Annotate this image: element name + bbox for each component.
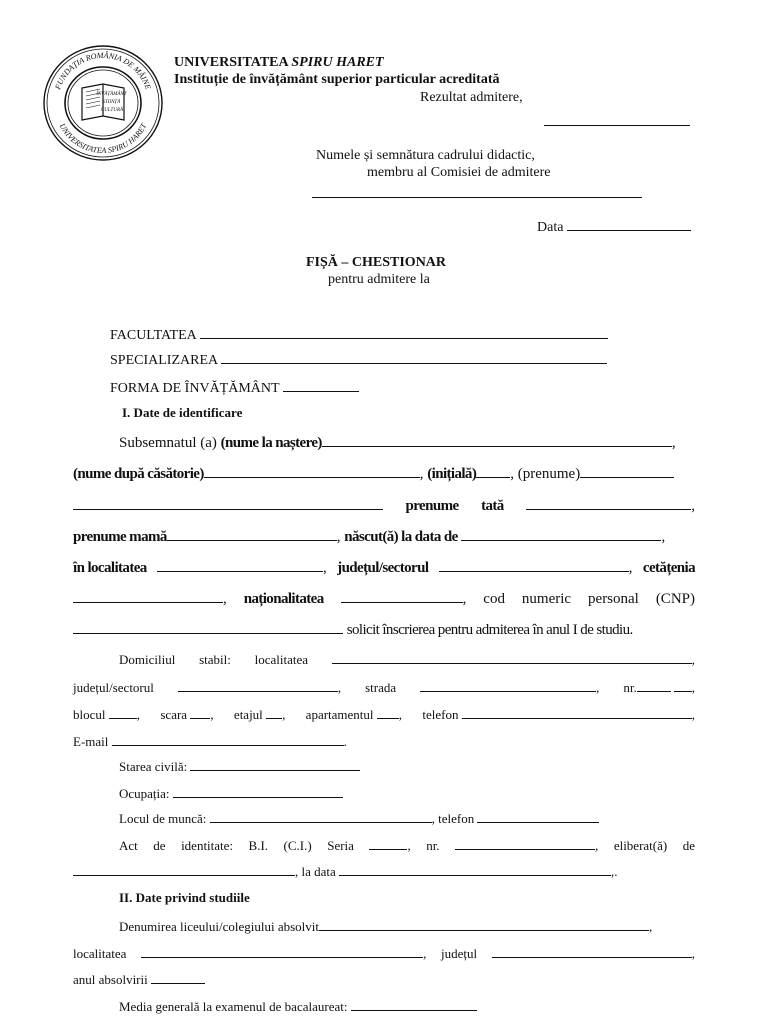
first-name-label: (prenume)	[517, 466, 581, 482]
graduation-year-label: anul absolvirii	[73, 972, 148, 987]
seal-book-text-1: ÎNVĂȚĂMÂNT	[96, 92, 127, 97]
married-name-field[interactable]	[204, 465, 420, 478]
id-label-b: de	[153, 838, 166, 853]
id-label-d: B.I.	[248, 838, 269, 853]
bac-average-label: Media generală la examenul de bacalaureat:	[119, 999, 348, 1014]
specialization-field[interactable]	[221, 351, 607, 364]
workplace-field[interactable]	[210, 810, 432, 823]
faculty-label: FACULTATEA	[110, 328, 197, 343]
birth-county-field[interactable]	[439, 559, 629, 572]
examiner-label-2: membru al Comisiei de admitere	[367, 165, 551, 180]
father-first-name-label-b: tată	[481, 498, 504, 514]
school-county-label: județul	[440, 946, 478, 961]
date-row	[537, 218, 691, 236]
specialization-row	[110, 351, 607, 369]
residence-label-c: localitatea	[254, 652, 309, 667]
mother-first-name-label: prenume mamă	[73, 529, 167, 545]
study-form-label: FORMA DE ÎNVĂȚĂMÂNT	[110, 381, 280, 396]
school-county-field[interactable]	[492, 945, 692, 958]
issued-row: , la data ,.	[73, 863, 618, 880]
residence-row: Domiciliul stabil: localitatea ,	[119, 652, 695, 667]
issued-by-field[interactable]	[73, 863, 295, 876]
staircase-label: scara	[160, 707, 188, 722]
nationality-field[interactable]	[341, 590, 463, 603]
examiner-label-1: Numele și semnătura cadrului didactic,	[316, 148, 535, 163]
work-phone-label: telefon	[438, 811, 475, 826]
date-label: Data	[537, 220, 564, 235]
cnp-label-b: numeric	[521, 591, 572, 607]
number-field[interactable]	[637, 679, 671, 692]
id-series-field[interactable]	[369, 837, 407, 850]
university-seal	[42, 44, 164, 162]
workplace-row: Locul de muncă: , telefon	[119, 810, 599, 827]
floor-field[interactable]	[266, 706, 282, 719]
cnp-label-c: personal	[588, 591, 639, 607]
bac-average-field[interactable]	[351, 998, 477, 1011]
workplace-label: Locul de muncă:	[119, 811, 207, 826]
form-title: FIȘĂ – CHESTIONAR	[306, 255, 447, 270]
birth-name-label: (nume la naștere)	[220, 435, 322, 451]
study-form-row	[110, 379, 359, 397]
high-school-field[interactable]	[319, 918, 649, 931]
cnp-row	[73, 621, 633, 639]
undersigned-label: Subsemnatul (a)	[119, 435, 217, 451]
citizenship-field[interactable]	[73, 590, 223, 603]
admission-result-field[interactable]	[544, 113, 690, 126]
birth-locality-label: în localitatea	[73, 560, 147, 576]
study-form-field[interactable]	[283, 379, 359, 392]
admission-result-label: Rezultat admitere,	[420, 90, 523, 105]
staircase-field[interactable]	[190, 706, 210, 719]
birth-name-field[interactable]	[322, 434, 672, 447]
cnp-label-a: cod	[483, 591, 505, 607]
birth-county-label: județul/sectorul	[337, 560, 429, 576]
residence-county-label: județul/sectorul	[73, 680, 154, 695]
issue-date-field[interactable]	[339, 863, 611, 876]
marital-status-field[interactable]	[190, 758, 360, 771]
father-name-row: prenume tată ,	[73, 497, 695, 515]
section-2-heading: II. Date privind studiile	[119, 890, 250, 905]
birth-date-field[interactable]	[461, 528, 661, 541]
street-label: strada	[365, 680, 397, 695]
number-label: nr.	[623, 680, 637, 695]
married-name-label: (nume după căsătorie)	[73, 466, 204, 482]
id-series-label: Seria	[327, 838, 354, 853]
block-label: blocul	[73, 707, 106, 722]
seal-book-text-2: ȘTIINȚĂ	[102, 100, 121, 105]
marital-status-label: Starea civilă:	[119, 759, 188, 774]
building-row: blocul , scara , etajul , apartamentul , telefon ,	[73, 707, 695, 722]
cnp-label-d: (CNP)	[655, 591, 695, 607]
married-name-row: (nume după căsătorie) , (inițială) , (prenume)	[73, 465, 674, 483]
issue-date-label: la data	[301, 864, 336, 879]
section-1-heading: I. Date de identificare	[122, 405, 243, 420]
apartment-field[interactable]	[377, 706, 399, 719]
apartment-label: apartamentul	[305, 707, 374, 722]
svg-text:ÎNVĂȚĂMÂNT ȘTIINȚĂ CUL	[95, 91, 127, 113]
id-label-e: (C.I.)	[283, 838, 312, 853]
university-title	[174, 55, 384, 71]
issued-by-label-a: eliberat(ă)	[613, 838, 668, 853]
school-locality-field[interactable]	[141, 945, 423, 958]
graduation-year-row	[73, 971, 205, 988]
examiner-signature-field[interactable]	[312, 185, 642, 198]
bac-average-row	[119, 998, 477, 1015]
occupation-row	[119, 785, 343, 802]
mother-birth-row: prenume mamă , născut(ă) la data de ,	[73, 529, 666, 545]
phone-field[interactable]	[462, 706, 692, 719]
locality-row: în localitatea , județul/sectorul , cetățenia	[73, 560, 695, 576]
occupation-label: Ocupația:	[119, 786, 170, 801]
nationality-row: , naționalitatea , cod numeric personal (CNP)	[73, 590, 695, 608]
institution-type: Instituție de învățământ superior particular acreditată	[174, 72, 500, 87]
residence-locality-field[interactable]	[332, 651, 692, 664]
nationality-label: naționalitatea	[243, 591, 324, 607]
id-number-label: nr.	[426, 838, 440, 853]
phone-label: telefon	[422, 707, 459, 722]
issued-by-label-b: de	[682, 838, 695, 853]
first-name-field[interactable]	[580, 465, 674, 478]
birth-locality-field[interactable]	[157, 559, 323, 572]
university-name: SPIRU HARET	[291, 55, 384, 70]
residence-label-b: stabil:	[199, 652, 231, 667]
high-school-row: Denumirea liceului/colegiului absolvit ,	[119, 919, 653, 934]
father-first-name-label-a: prenume	[405, 498, 459, 514]
school-locality-row: localitatea , județul ,	[73, 946, 695, 961]
specialization-label: SPECIALIZAREA	[110, 353, 218, 368]
residence-label-a: Domiciliul	[119, 652, 176, 667]
school-locality-label: localitatea	[73, 946, 127, 961]
street-field[interactable]	[420, 679, 596, 692]
id-label-c: identitate:	[181, 838, 234, 853]
birth-date-label: născut(ă) la data de	[344, 529, 458, 545]
marital-status-row	[119, 758, 360, 775]
email-label: E-mail	[73, 734, 109, 749]
father-surname-field[interactable]	[73, 497, 383, 510]
residence-county-field[interactable]	[178, 679, 338, 692]
university-prefix: UNIVERSITATEA	[174, 55, 292, 70]
cnp-field[interactable]	[73, 621, 343, 634]
id-row: Act de identitate: B.I. (C.I.) Seria , nr. , eliberat(ă) de	[119, 838, 695, 853]
father-first-name-field[interactable]	[526, 497, 691, 510]
number-field-2[interactable]	[674, 679, 692, 692]
faculty-field[interactable]	[200, 326, 608, 339]
birth-name-row: Subsemnatul (a) (nume la naștere) ,	[119, 435, 676, 451]
occupation-field[interactable]	[173, 785, 343, 798]
email-row: E-mail .	[73, 734, 347, 749]
form-subtitle: pentru admitere la	[328, 272, 430, 287]
faculty-row	[110, 326, 608, 344]
seal-top-text: FUNDAȚIA ROMÂNIA DE MÂINE	[53, 50, 153, 91]
request-text: solicit înscrierea pentru admiterea în anul I de studiu.	[346, 622, 633, 638]
citizenship-label: cetățenia	[642, 560, 695, 576]
email-field[interactable]	[112, 733, 344, 746]
work-phone-field[interactable]	[477, 810, 599, 823]
initial-label: (inițială)	[427, 466, 477, 482]
date-field[interactable]	[567, 218, 691, 231]
id-label-a: Act	[119, 838, 138, 853]
high-school-label: Denumirea liceului/colegiului absolvit	[119, 919, 320, 934]
floor-label: etajul	[233, 707, 263, 722]
block-field[interactable]	[109, 706, 137, 719]
address-row: județul/sectorul , strada , nr. ,	[73, 680, 695, 695]
mother-first-name-field[interactable]	[167, 528, 337, 541]
seal-bottom-text: UNIVERSITATEA SPIRU HARET	[57, 121, 149, 156]
initial-field[interactable]	[476, 465, 510, 478]
id-number-field[interactable]	[455, 837, 595, 850]
graduation-year-field[interactable]	[151, 971, 205, 984]
seal-book-text-3: CULTURĂ	[100, 108, 124, 113]
